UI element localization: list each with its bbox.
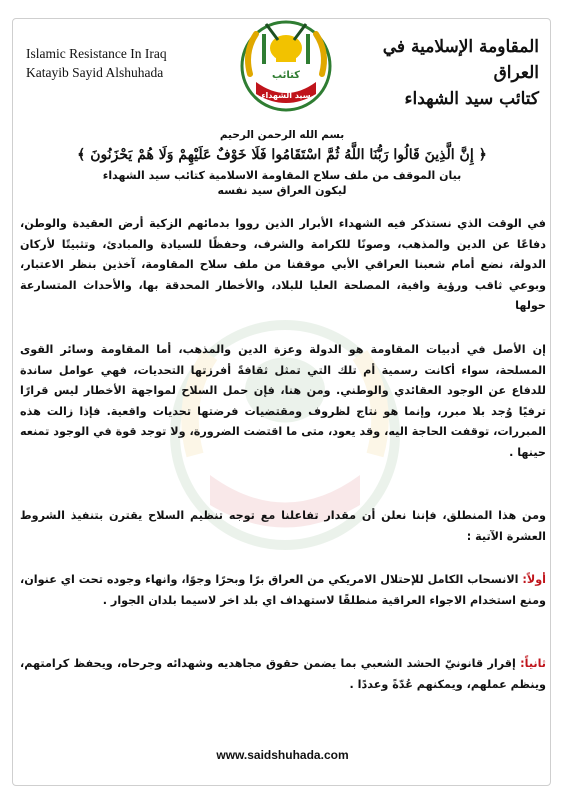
condition-1-text: الانسحاب الكامل للإحتلال الامريكي من العراق برًا وبحرًا وجوًا، وانهاء وجوده تحت اي عنوان، ومنع استخدام الاجواء العراقية منطلقًا لاستهداف اي بلد اخر لاسيما بلدان الجوار . [20,573,546,607]
header-english [26,44,201,82]
header-arabic [349,34,539,112]
condition-1-label: أولاً: [522,573,546,586]
basmala: بسم الله الرحمن الرحيم [219,129,345,141]
logo-text-bottom: سيد الشهداء [261,91,311,100]
header-en-org-name: Islamic Resistance In Iraq [26,46,167,61]
header-ar-brigade-name: كتائب سيد الشهداء [404,89,539,109]
logo-text-top: كتائب [272,70,300,81]
condition-1 [20,570,546,611]
paragraph-2: إن الأصل في أدبيات المقاومة هو الدولة وعزة الدين والمذهب، أما المقاومة وسائر القوى المسلحة، سواء أكانت رسمية أم تلك التي تمثل ثقافةً أفرزتها التحديات، فهي عوامل ساندة للدفاع عن الوجود العقائدي والوطني. ومن هنا، فإن حمل السلاح لمواجهة الأخطار ليس قرارًا ترفيًا وُجد بلا مبرر، وإنما هو نتاج لظروف ومقتضيات فرضتها تحديات واقعية. فإذا زالت هذه المبررات، توقفت الحاجة اليه، وقد يعود، متى ما اقتضت الضرورة، ولا توجد قوة في الوجود تمنعه حينها . [20,343,546,459]
header-ar-org-name: المقاومة الإسلامية في العراق [382,37,539,83]
organization-logo [236,12,336,116]
statement-subtitle: ليكون العراق سيد نفسه [217,184,347,197]
condition-2-text: إقرار قانونيّ الحشد الشعبي بما يضمن حقوق مجاهديه وشهدائه وجرحاه، ويحفظ كرامتهم، وينظم عملهم، ويمكنهم عُدّةً وعددًا . [20,657,546,691]
header-en-brigade-name: Katayib Sayid Alshuhada [26,65,164,80]
website-url[interactable]: www.saidshuhada.com [216,748,349,762]
statement-title: بيان الموقف من ملف سلاح المقاومة الاسلامية كتائب سيد الشهداء [102,169,462,182]
paragraph-3: ومن هذا المنطلق، فإننا نعلن أن مقدار تفاعلنا مع توجه تنظيم السلاح يقترن بتنفيذ الشروط العشرة الآتية : [20,509,546,543]
paragraph-1: في الوقت الذي نستذكر فيه الشهداء الأبرار الذين رووا بدمائهم الزكية أرض العقيدة والوطن، دفاعًا عن الدين والمذهب، وصونًا للكرامة والشرف، وحفظًا للسيادة والمبادئ، وتثبيتًا لأركان الدولة، نضع أمام شعبنا العراقي الأبي موقفنا من ملف سلاح المقاومة، آخذين بنظر الاعتبار، وبوعي ثاقب ورؤية وافية، المصلحة العليا للبلاد، والأخطار المحدقة بها، والأحداث المتسارعة حولها [20,217,546,312]
condition-2 [20,654,546,695]
condition-2-label: ثانياً: [520,657,546,670]
quran-verse: ﴿ إِنَّ الَّذِينَ قَالُوا رَبُّنَا اللَّهُ ثُمَّ اسْتَقَامُوا فَلَا خَوْفٌ عَلَيْهِمْ وَلَا هُمْ يَحْزَنُونَ ﴾ [77,147,487,163]
statement-heading [20,128,544,198]
